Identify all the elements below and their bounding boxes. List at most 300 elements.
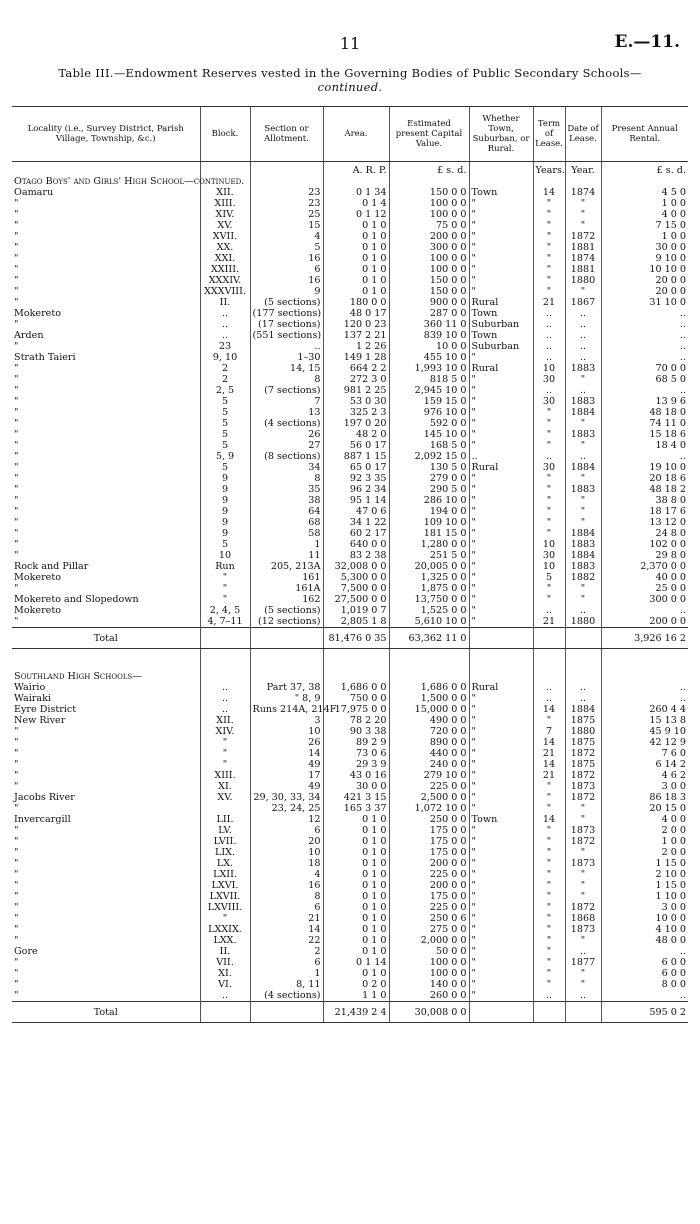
cell-area: 137 2 21 (323, 330, 389, 341)
cell-type: " (469, 286, 533, 297)
table-row (12, 935, 688, 946)
cell-section: Part 37, 38 (250, 682, 323, 693)
cell-date: .. (565, 385, 601, 396)
cell-term: .. (533, 308, 565, 319)
cell-locality: Jacobs River (14, 792, 75, 803)
cell-block: LXVII. (200, 891, 250, 902)
cell-area: 640 0 0 (323, 539, 389, 550)
cell-area: 664 2 2 (323, 363, 389, 374)
cell-value: 75 0 0 (389, 220, 469, 231)
cell-value: 140 0 0 (389, 979, 469, 990)
cell-locality: " (14, 407, 19, 418)
cell-block: LIX. (200, 847, 250, 858)
cell-type: " (469, 979, 533, 990)
cell-date: 1884 (565, 704, 601, 715)
cell-term: " (533, 473, 565, 484)
cell-area: 272 3 0 (323, 374, 389, 385)
cell-area: 96 2 34 (323, 484, 389, 495)
cell-area: 0 2 0 (323, 979, 389, 990)
cell-date: 1883 (565, 539, 601, 550)
cell-value: 890 0 0 (389, 737, 469, 748)
cell-section: 1–30 (250, 352, 323, 363)
empty-cell (200, 649, 250, 672)
cell-section: 20 (250, 836, 323, 847)
cell-locality: " (14, 550, 19, 561)
cell-area: 34 1 22 (323, 517, 389, 528)
table-row (12, 583, 688, 594)
cell-type: " (469, 242, 533, 253)
cell-rental: 200 0 0 (601, 616, 688, 628)
cell-locality: " (14, 264, 19, 275)
cell-area: 120 0 23 (323, 319, 389, 330)
total-value: 63,362 11 0 (389, 628, 469, 649)
cell-term: .. (533, 385, 565, 396)
col-type: Whether Town, Suburban, or Rural. (469, 107, 533, 162)
cell-rental: 86 18 3 (601, 792, 688, 803)
cell-locality: " (14, 935, 19, 946)
cell-block (200, 803, 250, 814)
cell-type: " (469, 550, 533, 561)
cell-block: 10 (200, 550, 250, 561)
cell-date: " (565, 968, 601, 979)
cell-block: VI. (200, 979, 250, 990)
cell-block: 5 (200, 429, 250, 440)
total-rental: 3,926 16 2 (601, 628, 688, 649)
unit-area: A. R. P. (323, 162, 389, 177)
cell-area: 30 0 0 (323, 781, 389, 792)
cell-type: " (469, 836, 533, 847)
cell-area: 0 1 0 (323, 253, 389, 264)
cell-date: 1873 (565, 825, 601, 836)
table-row (12, 374, 688, 385)
cell-rental: 3 0 0 (601, 781, 688, 792)
cell-locality: " (14, 913, 19, 924)
cell-locality: " (14, 209, 19, 220)
cell-term: 10 (533, 363, 565, 374)
cell-type: " (469, 253, 533, 264)
table-row (12, 946, 688, 957)
cell-locality: " (14, 902, 19, 913)
cell-section: 13 (250, 407, 323, 418)
cell-term: " (533, 209, 565, 220)
table-row (12, 847, 688, 858)
cell-area: 0 1 0 (323, 946, 389, 957)
table-row (12, 891, 688, 902)
cell-rental: 3 0 0 (601, 902, 688, 913)
cell-area: 83 2 38 (323, 550, 389, 561)
cell-date: " (565, 286, 601, 297)
cell-date: 1883 (565, 484, 601, 495)
cell-term: " (533, 506, 565, 517)
cell-section: 4 (250, 231, 323, 242)
empty-cell (389, 176, 469, 187)
cell-block: XXXVIII. (200, 286, 250, 297)
cell-value: 1,993 10 0 (389, 363, 469, 374)
cell-area: 78 2 20 (323, 715, 389, 726)
cell-term: " (533, 891, 565, 902)
cell-date: 1873 (565, 781, 601, 792)
cell-term: " (533, 715, 565, 726)
cell-date: 1872 (565, 792, 601, 803)
cell-rental: .. (601, 946, 688, 957)
cell-date: .. (565, 451, 601, 462)
cell-block: 5 (200, 418, 250, 429)
cell-value: 200 0 0 (389, 858, 469, 869)
cell-area: 0 1 0 (323, 935, 389, 946)
cell-value: 150 0 0 (389, 187, 469, 198)
cell-type: " (469, 693, 533, 704)
empty-cell (469, 1002, 533, 1023)
cell-block: " (200, 594, 250, 605)
table-row (12, 484, 688, 495)
cell-date: " (565, 495, 601, 506)
cell-area: 7,500 0 0 (323, 583, 389, 594)
cell-type: " (469, 440, 533, 451)
cell-value: 150 0 0 (389, 275, 469, 286)
cell-value: 250 0 6 (389, 913, 469, 924)
cell-block: LXVIII. (200, 902, 250, 913)
cell-section: .. (250, 341, 323, 352)
cell-date: 1883 (565, 396, 601, 407)
cell-block: " (200, 572, 250, 583)
cell-rental: 6 14 2 (601, 759, 688, 770)
cell-type: " (469, 957, 533, 968)
cell-term: " (533, 583, 565, 594)
cell-date: " (565, 594, 601, 605)
cell-term: " (533, 429, 565, 440)
cell-type: " (469, 220, 533, 231)
cell-locality: " (14, 440, 19, 451)
cell-locality: Invercargill (14, 814, 71, 825)
cell-date: " (565, 935, 601, 946)
cell-date: " (565, 440, 601, 451)
cell-section: 49 (250, 781, 323, 792)
empty-cell (469, 649, 533, 672)
empty-cell (533, 1002, 565, 1023)
cell-value: 1,280 0 0 (389, 539, 469, 550)
cell-rental: 8 0 0 (601, 979, 688, 990)
cell-date: " (565, 891, 601, 902)
cell-date: .. (565, 330, 601, 341)
total-label: Total (12, 628, 200, 649)
cell-area: 73 0 6 (323, 748, 389, 759)
cell-section: 15 (250, 220, 323, 231)
cell-locality: " (14, 297, 19, 308)
cell-rental: 70 0 0 (601, 363, 688, 374)
empty-cell (250, 649, 323, 672)
cell-locality: Arden (14, 330, 44, 341)
cell-area: 90 3 38 (323, 726, 389, 737)
cell-block: .. (200, 308, 250, 319)
cell-block: 5 (200, 440, 250, 451)
cell-term: " (533, 924, 565, 935)
cell-rental: 19 10 0 (601, 462, 688, 473)
empty-cell (533, 176, 565, 187)
cell-locality: Wairio (14, 682, 46, 693)
table-row (12, 198, 688, 209)
col-section: Section or Allotment. (250, 107, 323, 162)
table-row (12, 792, 688, 803)
cell-date: 1881 (565, 242, 601, 253)
cell-area: 0 1 0 (323, 968, 389, 979)
cell-rental: 68 5 0 (601, 374, 688, 385)
empty-cell (565, 671, 601, 682)
cell-locality: " (14, 451, 19, 462)
cell-type: " (469, 429, 533, 440)
cell-date: " (565, 583, 601, 594)
cell-locality: " (14, 869, 19, 880)
unit-rental: £ s. d. (601, 162, 688, 177)
cell-rental: .. (601, 605, 688, 616)
empty-cell (469, 176, 533, 187)
cell-date: 1875 (565, 715, 601, 726)
table-row (12, 605, 688, 616)
cell-locality: " (14, 957, 19, 968)
cell-area: 95 1 14 (323, 495, 389, 506)
table-row (12, 836, 688, 847)
table-row (12, 902, 688, 913)
cell-type: " (469, 231, 533, 242)
cell-date: 1873 (565, 858, 601, 869)
empty-cell (250, 1002, 323, 1023)
table-row (12, 451, 688, 462)
cell-block: 5 (200, 396, 250, 407)
cell-locality: " (14, 781, 19, 792)
table-row (12, 396, 688, 407)
cell-area: 0 1 0 (323, 264, 389, 275)
cell-locality: Wairaki (14, 693, 52, 704)
cell-rental: 31 10 0 (601, 297, 688, 308)
cell-locality: " (14, 737, 19, 748)
cell-date: .. (565, 605, 601, 616)
cell-type: " (469, 605, 533, 616)
cell-locality: " (14, 341, 19, 352)
page-header (0, 32, 700, 56)
cell-value: 275 0 0 (389, 924, 469, 935)
cell-locality: " (14, 924, 19, 935)
table-row (12, 594, 688, 605)
cell-date: 1875 (565, 759, 601, 770)
cell-value: 200 0 0 (389, 231, 469, 242)
cell-locality: " (14, 803, 19, 814)
cell-area: 1 1 0 (323, 990, 389, 1002)
cell-type: Suburban (469, 319, 533, 330)
cell-block: 9 (200, 517, 250, 528)
empty-cell (389, 649, 469, 672)
cell-value: 100 0 0 (389, 209, 469, 220)
unit-date: Year. (565, 162, 601, 177)
empty-cell (200, 671, 250, 682)
table-row (12, 495, 688, 506)
cell-area: 2,805 1 8 (323, 616, 389, 628)
table-row (12, 682, 688, 693)
cell-type: " (469, 792, 533, 803)
cell-date: 1872 (565, 902, 601, 913)
cell-date: 1872 (565, 748, 601, 759)
cell-block: .. (200, 990, 250, 1002)
cell-date: 1884 (565, 407, 601, 418)
cell-block: LII. (200, 814, 250, 825)
cell-area: 0 1 0 (323, 836, 389, 847)
cell-term: " (533, 825, 565, 836)
cell-value: 279 10 0 (389, 770, 469, 781)
cell-term: .. (533, 330, 565, 341)
cell-date: 1883 (565, 429, 601, 440)
cell-term: .. (533, 682, 565, 693)
cell-section: (8 sections) (250, 451, 323, 462)
cell-term: 30 (533, 550, 565, 561)
cell-locality: " (14, 847, 19, 858)
table-row (12, 737, 688, 748)
cell-area: 197 0 20 (323, 418, 389, 429)
cell-block: .. (200, 704, 250, 715)
cell-rental: 2 10 0 (601, 869, 688, 880)
cell-type: Town (469, 330, 533, 341)
cell-locality: " (14, 979, 19, 990)
cell-block: LXXIX. (200, 924, 250, 935)
cell-block: 2 (200, 363, 250, 374)
cell-term: " (533, 957, 565, 968)
cell-locality: " (14, 275, 19, 286)
section-heading: Southland High Schools— (14, 671, 142, 682)
cell-value: 1,072 10 0 (389, 803, 469, 814)
cell-type: " (469, 935, 533, 946)
cell-section: Runs 214A, 214F (250, 704, 323, 715)
cell-value: 175 0 0 (389, 836, 469, 847)
table-row (12, 286, 688, 297)
cell-locality: New River (14, 715, 66, 726)
cell-locality: " (14, 473, 19, 484)
cell-type: " (469, 902, 533, 913)
cell-date: 1882 (565, 572, 601, 583)
cell-locality: " (14, 759, 19, 770)
unit-value: £ s. d. (389, 162, 469, 177)
section-heading-row (12, 176, 688, 187)
cell-date: .. (565, 352, 601, 363)
cell-block: 9 (200, 528, 250, 539)
cell-value: 900 0 0 (389, 297, 469, 308)
cell-date: " (565, 198, 601, 209)
cell-area: 1,019 0 7 (323, 605, 389, 616)
cell-locality: " (14, 616, 19, 627)
cell-date: 1872 (565, 770, 601, 781)
cell-value: 225 0 0 (389, 902, 469, 913)
cell-section: 23 (250, 187, 323, 198)
cell-term: 30 (533, 462, 565, 473)
cell-value: 250 0 0 (389, 814, 469, 825)
cell-value: 818 5 0 (389, 374, 469, 385)
cell-value: 175 0 0 (389, 891, 469, 902)
table-title-continued: continued. (317, 80, 383, 94)
cell-block: 9 (200, 506, 250, 517)
cell-area: 65 0 17 (323, 462, 389, 473)
cell-value: 286 10 0 (389, 495, 469, 506)
cell-rental: 6 0 0 (601, 968, 688, 979)
cell-type: " (469, 759, 533, 770)
empty-cell (250, 176, 323, 187)
cell-section: 10 (250, 726, 323, 737)
table-row (12, 957, 688, 968)
table-row (12, 440, 688, 451)
cell-type: Rural (469, 363, 533, 374)
cell-value: 130 5 0 (389, 462, 469, 473)
cell-section: 205, 213A (250, 561, 323, 572)
table-row (12, 715, 688, 726)
cell-date: 1872 (565, 836, 601, 847)
cell-area: 165 3 37 (323, 803, 389, 814)
section-heading: Otago Boys' and Girls' High School—continued. (14, 176, 245, 187)
cell-rental: 42 12 9 (601, 737, 688, 748)
cell-date: " (565, 880, 601, 891)
cell-block: 9 (200, 495, 250, 506)
cell-locality: " (14, 517, 19, 528)
cell-value: 1,500 0 0 (389, 693, 469, 704)
cell-type: Suburban (469, 341, 533, 352)
cell-date: 1883 (565, 561, 601, 572)
cell-term: " (533, 275, 565, 286)
table-row (12, 825, 688, 836)
cell-area: 750 0 0 (323, 693, 389, 704)
cell-area: 0 1 0 (323, 891, 389, 902)
cell-value: 181 15 0 (389, 528, 469, 539)
empty-cell (469, 628, 533, 649)
cell-type: " (469, 781, 533, 792)
table-row (12, 539, 688, 550)
cell-section: 161 (250, 572, 323, 583)
section-gap (12, 649, 688, 672)
cell-value: 839 10 0 (389, 330, 469, 341)
cell-locality: Mokereto (14, 308, 61, 319)
cell-term: " (533, 792, 565, 803)
cell-term: " (533, 935, 565, 946)
cell-type: " (469, 385, 533, 396)
cell-section: " 8, 9 (250, 693, 323, 704)
cell-date: .. (565, 341, 601, 352)
cell-section: 16 (250, 275, 323, 286)
page-reference: E.—11. (614, 32, 680, 52)
cell-value: 100 0 0 (389, 957, 469, 968)
cell-locality: " (14, 495, 19, 506)
cell-term: 14 (533, 187, 565, 198)
cell-rental: 29 8 0 (601, 550, 688, 561)
total-row (12, 1002, 688, 1023)
cell-term: .. (533, 341, 565, 352)
cell-rental: 10 0 0 (601, 913, 688, 924)
cell-value: 976 10 0 (389, 407, 469, 418)
cell-term: 5 (533, 572, 565, 583)
cell-section: 7 (250, 396, 323, 407)
cell-block: LXVI. (200, 880, 250, 891)
cell-section: (551 sections) (250, 330, 323, 341)
cell-value: 300 0 0 (389, 242, 469, 253)
cell-value: 175 0 0 (389, 825, 469, 836)
cell-value: 150 0 0 (389, 286, 469, 297)
cell-rental: 1 0 0 (601, 836, 688, 847)
cell-block: 23 (200, 341, 250, 352)
cell-area: 0 1 14 (323, 957, 389, 968)
empty-cell (601, 176, 688, 187)
cell-type: " (469, 847, 533, 858)
cell-value: 290 5 0 (389, 484, 469, 495)
cell-block: XIV. (200, 209, 250, 220)
cell-value: 2,092 15 0 (389, 451, 469, 462)
cell-area: 43 0 16 (323, 770, 389, 781)
table-title-main: Table III.—Endowment Reserves vested in the Governing Bodies of Public Secondary Schools— (58, 66, 642, 80)
cell-term: " (533, 242, 565, 253)
cell-rental: .. (601, 451, 688, 462)
cell-type: " (469, 209, 533, 220)
col-rental: Present Annual Rental. (601, 107, 688, 162)
